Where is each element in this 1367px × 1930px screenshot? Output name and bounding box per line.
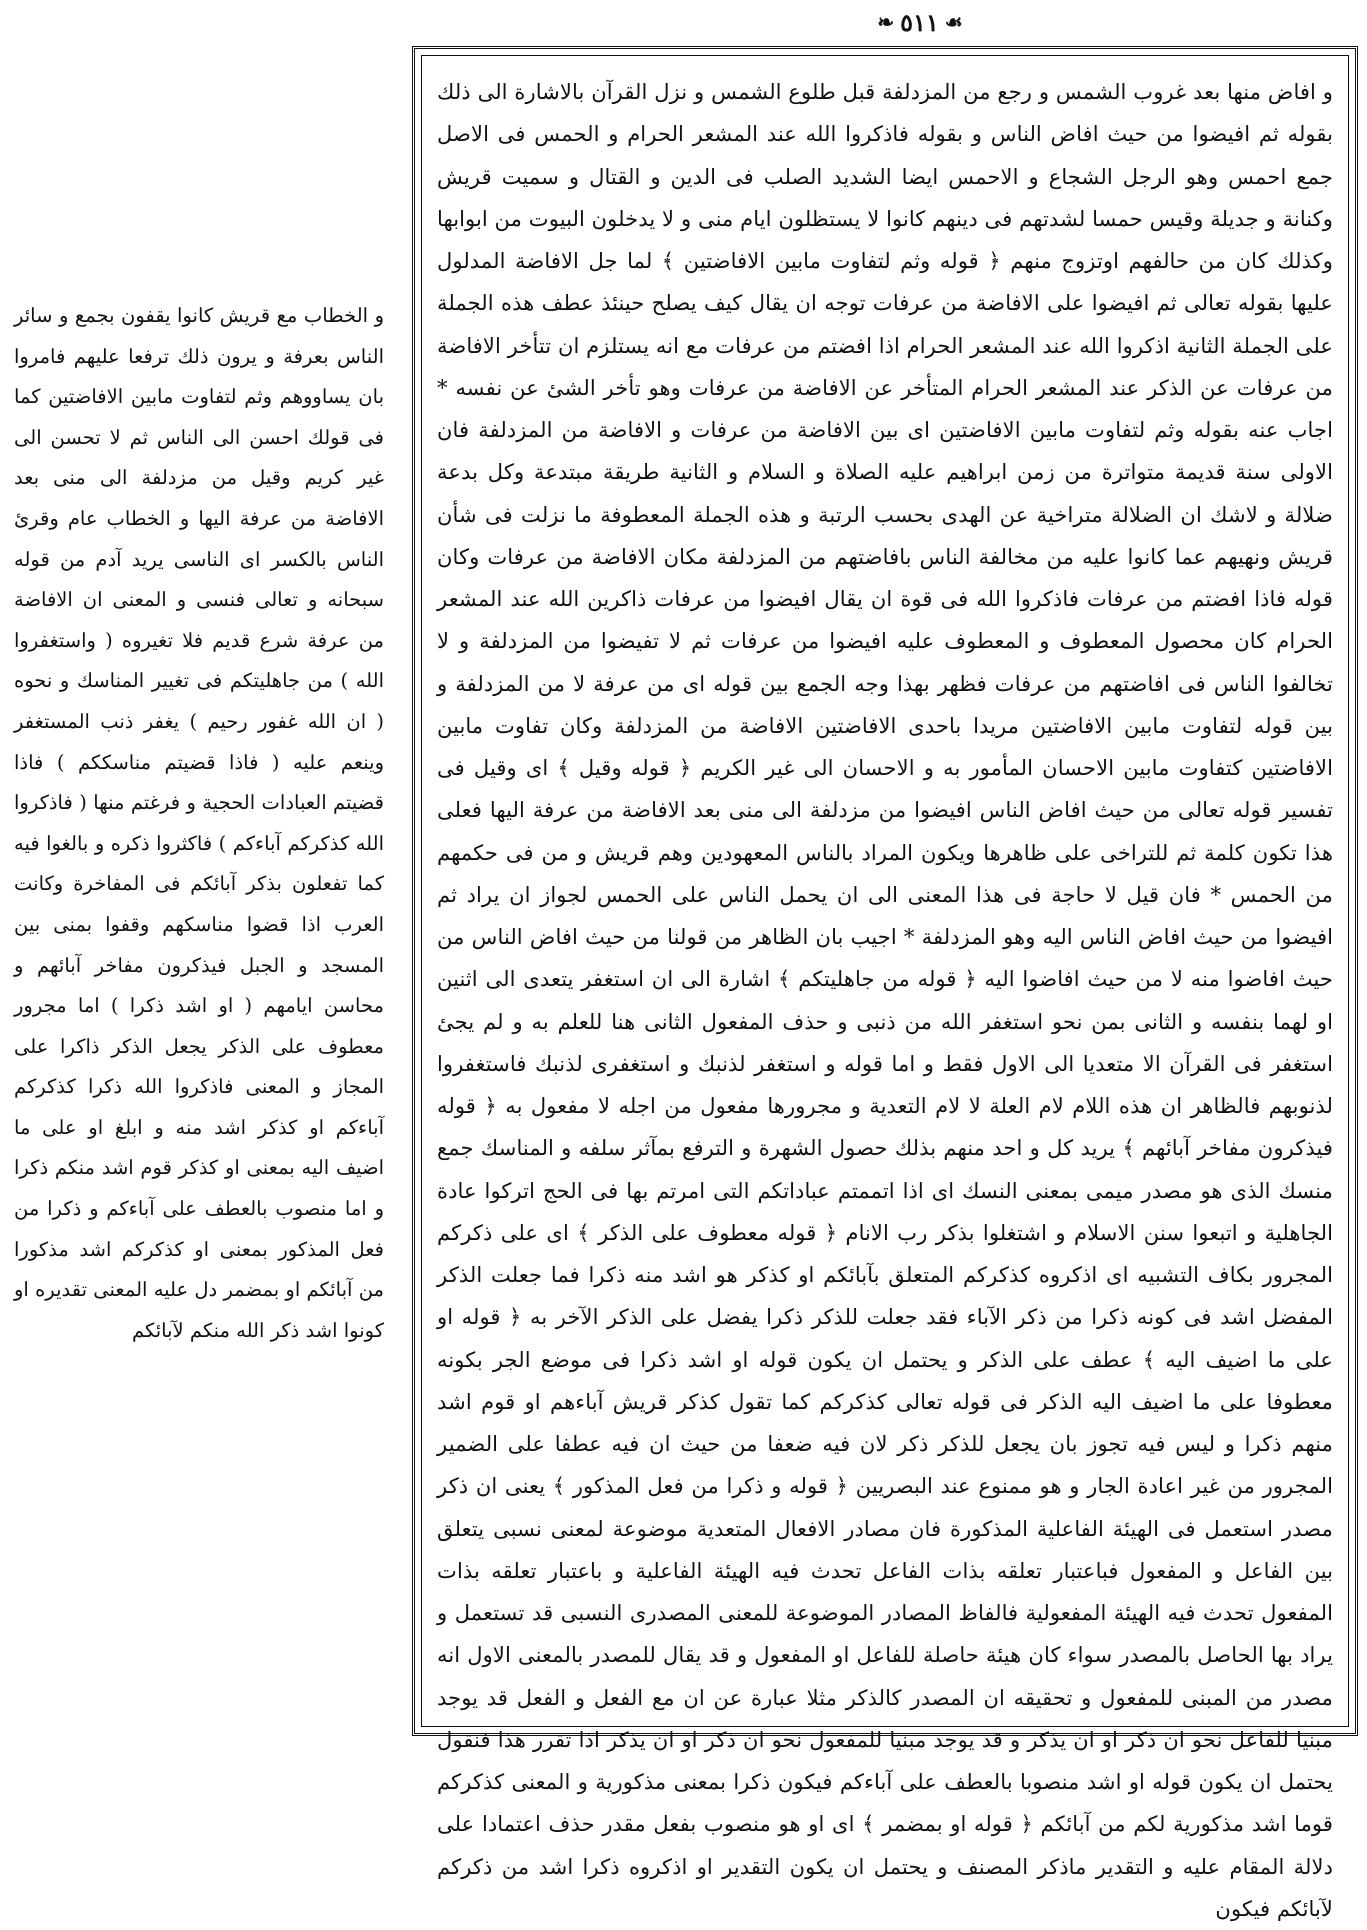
ornament-left-icon: ❧ <box>877 10 895 34</box>
main-commentary-frame <box>412 46 1358 1921</box>
ornament-right-icon: ☙ <box>944 10 963 34</box>
page-number <box>860 6 980 38</box>
main-commentary-text <box>437 71 1333 1921</box>
margin-tafsir-paragraph: و الخطاب مع قريش كانوا يقفون بجمع و سائر الناس بعرفة و يرون ذلك ترفعا عليهم فامروا بان يساووهم وثم لتفاوت مابين الافاضتين كما فى قولك احسن الى الناس ثم لا تحسن الى غير كريم وقيل من مزدلفة الى منى بعد الافاضة من عرفة اليها و الخطاب عام وقرئ الناس بالكسر اى الناسى يريد آدم من قوله سبحانه و تعالى فنسى و المعنى ان الافاضة من عرفة شرع قديم فلا تغيروه ( واستغفروا الله ) من جاهليتكم فى تغيير المناسك و نحوه ( ان الله غفور رحيم ) يغفر ذنب المستغفر وينعم عليه ( فاذا قضيتم مناسككم ) فاذا قضيتم العبادات الحجية و فرغتم منها ( فاذكروا الله كذكركم آباءكم ) فاكثروا ذكره و بالغوا فيه كما تفعلون بذكر آبائكم فى المفاخرة وكانت العرب اذا قضوا مناسكهم وقفوا بمنى بين المسجد و الجبل فيذكرون مفاخر آبائهم و محاسن ايامهم ( او اشد ذكرا ) اما مجرور معطوف على الذكر يجعل الذكر ذاكرا على المجاز و المعنى فاذكروا الله ذكرا كذكركم آباءكم او كذكر اشد منه و ابلغ او على ما اضيف اليه بمعنى او كذكر قوم اشد منكم ذكرا و اما منصوب بالعطف على آباءكم و ذكرا من فعل المذكور بمعنى او كذكركم اشد مذكورا من آبائكم او بمضمر دل عليه المعنى تقديره او كونوا اشد ذكر الله منكم لآبائكم <box>14 304 384 1342</box>
margin-tafsir-text <box>14 296 384 1716</box>
main-commentary-paragraph: و افاض منها بعد غروب الشمس و رجع من المزدلفة قبل طلوع الشمس و نزل القرآن بالاشارة الى ذلك بقوله ثم افيضوا من حيث افاض الناس و بقوله فاذكروا الله عند المشعر الحرام و الحمس فى الاصل جمع احمس وهو الرجل الشجاع و الاحمس ايضا الشديد الصلب فى الدين و القتال و سميت قريش وكنانة و جديلة وقيس حمسا لشدتهم فى دينهم كانوا لا يستظلون ايام منى و لا يدخلون البيوت من ابوابها وكذلك كان من حالفهم اوتزوج منهم ﴿ قوله وثم لتفاوت مابين الافاضتين ﴾ لما جل الافاضة المدلول عليها بقوله تعالى ثم افيضوا على الافاضة من عرفات توجه ان يقال كيف يصلح حينئذ عطف هذه الجملة على الجملة الثانية اذكروا الله عند المشعر الحرام اذا افضتم من عرفات مع انه يستلزم ان تتأخر الافاضة من عرفات عن الذكر عند المشعر الحرام المتأخر عن الافاضة من عرفات وهو تأخر الشئ عن نفسه * اجاب عنه بقوله وثم لتفاوت مابين الافاضتين اى بين الافاضة من عرفات و الافاضة من المزدلفة فان الاولى سنة قديمة متواترة من زمن ابراهيم عليه الصلاة و السلام و الثانية طريقة مبتدعة وكل بدعة ضلالة و لاشك ان الضلالة متراخية عن الهدى بحسب الرتبة و هذه الجملة المعطوفة ما نزلت فى شأن قريش ونهيهم عما كانوا عليه من مخالفة الناس بافاضتهم من المزدلفة مكان الافاضة من عرفات وكان قوله فاذا افضتم من عرفات فاذكروا الله فى قوة ان يقال افيضوا من عرفات ذاكرين الله عند المشعر الحرام كان محصول المعطوف و المعطوف عليه افيضوا من عرفات ثم لا تفيضوا من المزدلفة و لا تخالفوا الناس فى افاضتهم من عرفات فظهر بهذا وجه الجمع بين قوله اى من عرفة لا من المزدلفة و بين قوله لتفاوت مابين الافاضتين مريدا باحدى الافاضتين الافاضة من المزدلفة وكان تفاوت مابين الافاضتين كتفاوت مابين الاحسان المأمور به و الاحسان الى غير الكريم ﴿ قوله وقيل ﴾ اى وقيل فى تفسير قوله تعالى من حيث افاض الناس افيضوا من مزدلفة الى منى بعد الافاضة من عرفة اليها فعلى هذا تكون كلمة ثم للتراخى على ظاهرها ويكون المراد بالناس المعهودين وهم قريش و من فى حكمهم من الحمس * فان قيل لا حاجة فى هذا المعنى الى ان يحمل الناس على الحمس لجواز ان يراد ثم افيضوا من حيث افاض الناس اليه وهو المزدلفة * اجيب بان الظاهر من قولنا من حيث افاض الناس من حيث افاضوا منه لا من حيث افاضوا اليه ﴿ قوله من جاهليتكم ﴾ اشارة الى ان استغفر يتعدى الى اثنين او لهما بنفسه و الثانى بمن نحو استغفر الله من ذنبى و حذف المفعول الثانى هنا للعلم به و لم يجئ استغفر فى القرآن الا متعديا الى الاول فقط و اما قوله و استغفر لذنبك و استغفرى لذنبك فاستغفروا لذنوبهم فالظاهر ان هذه اللام لام العلة لا لام التعدية و مجرورها مفعول من اجله لا مفعول به ﴿ قوله فيذكرون مفاخر آبائهم ﴾ يريد كل و احد منهم بذلك حصول الشهرة و الترفع بمآثر سلفه و المناسك جمع منسك الذى هو مصدر ميمى بمعنى النسك اى اذا اتممتم عباداتكم التى امرتم بها فى الحج اتركوا عادة الجاهلية و اتبعوا سنن الاسلام و اشتغلوا بذكر رب الانام ﴿ قوله معطوف على الذكر ﴾ اى على ذكركم المجرور بكاف التشبيه اى اذكروه كذكركم المتعلق بآبائكم او كذكر هو اشد منه ذكرا فما جعلت الذكر المفضل اشد فى كونه ذكرا من ذكر الآباء فقد جعلت للذكر ذكرا يفضل على الذكر الآخر به ﴿ قوله او على ما اضيف اليه ﴾ عطف على الذكر و يحتمل ان يكون قوله او اشد ذكرا فى موضع الجر بكونه معطوفا على ما اضيف اليه الذكر فى قوله تعالى كذكركم كما تقول كذكر قريش آباءهم او قوم اشد منهم ذكرا و ليس فيه تجوز بان يجعل للذكر ذكر لان فيه ضعفا من حيث ان فيه عطفا على الضمير المجرور من غير اعادة الجار و هو ممنوع عند البصريين ﴿ قوله و ذكرا من فعل المذكور ﴾ يعنى ان ذكر مصدر استعمل فى الهيئة الفاعلية المذكورة فان مصادر الافعال المتعدية موضوعة لمعنى نسبى يتعلق بين الفاعل و المفعول فباعتبار تعلقه بذات الفاعل تحدث فيه الهيئة الفاعلية و باعتبار تعلقه بذات المفعول تحدث فيه الهيئة المفعولية فالفاظ المصادر الموضوعة للمعنى المصدرى النسبى قد تستعمل و يراد بها الحاصل بالمصدر سواء كان هيئة حاصلة للفاعل او المفعول و قد يقال للمصدر بالمعنى الاول انه مصدر من المبنى للمفعول و تحقيقه ان المصدر كالذكر مثلا عبارة عن ان مع الفعل و الفعل قد يوجد مبنيا للفاعل نحو ان ذكر او ان يذكر و قد يوجد مبنيا للمفعول نحو ان ذكر او ان يذكر اذا تقرر هذا فنقول يحتمل ان يكون قوله او اشد منصوبا بالعطف على آباءكم فيكون ذكرا بمعنى مذكورية و المعنى كذكركم قوما اشد مذكورية لكم من آبائكم ﴿ قوله او بمضمر ﴾ اى او هو منصوب بفعل مقدر حذف اعتمادا على دلالة المقام عليه و التقدير ماذكر المصنف و يحتمل ان يكون التقدير او اذكروه ذكرا اشد من ذكركم لآبائكم فيكون <box>437 79 1333 1921</box>
page-number-value: ٥١١ <box>900 7 939 37</box>
